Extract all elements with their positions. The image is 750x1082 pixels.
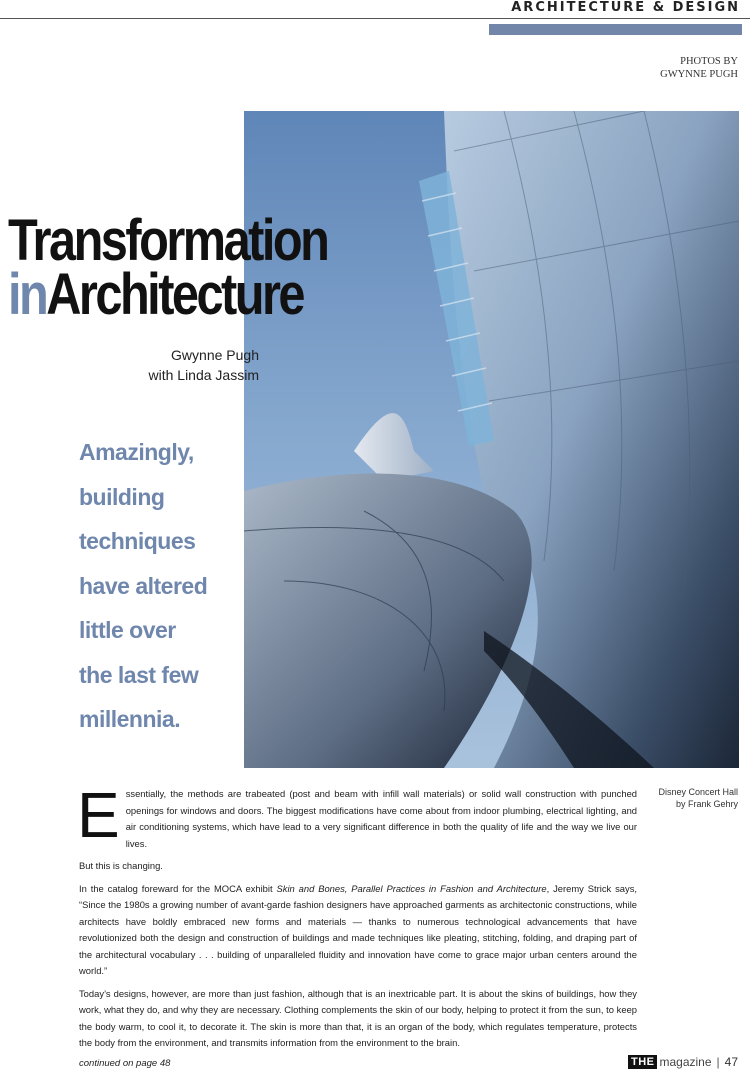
- coauthor-name: with Linda Jassim: [148, 367, 259, 383]
- paragraph-1-text: ssentially, the methods are trabeated (post and beam with infill wall materials) or solid wall construction with punched openings for windows and doors. The biggest modifications have come about from indoor plumbing, electrical lighting, and air conditioning systems, which have lead to a very significant difference in both the quality of life and the way we live our lives.: [125, 788, 637, 849]
- footer-divider: |: [716, 1055, 720, 1069]
- photo-credit-name: GWYNNE PUGH: [660, 69, 738, 80]
- paragraph-4: Today’s designs, however, are more than just fashion, although that is an inextricable part. It is about the skins of buildings, how they work, what they do, and why they are necessary. Clothing complements the skin of our body, helping to protect it from the sun, to keep the body warm, to cool it, to decorate it. The skin is more than that, it is an organ of the body, which regulates temperature, protects the body from the environment, and transmits information from the environment to the brain.: [79, 987, 637, 1048]
- drop-cap: E: [77, 779, 120, 851]
- photo-credit: [660, 55, 738, 81]
- author-name: Gwynne Pugh: [171, 347, 259, 363]
- paragraph-3-text: , Jeremy Strick says, “Since the 1980s a growing number of avant-garde fashion designers have approached garments as architectonic constructions, while architects have boldly embraced new forms and materials — thanks to numerous technological advancements that have revolutionized both the design and construction of buildings and made techniques like pleating, stitching, folding, and draping part of the architectural vocabulary . . . building of unparalleled fluidity and innovation have come to grace major urban centers around the world.”: [79, 882, 637, 976]
- exhibit-title: Skin and Bones, Parallel Practices in Fashion and Architecture: [276, 882, 547, 894]
- header-rule: [0, 18, 750, 19]
- brand-badge: THE: [628, 1055, 658, 1069]
- paragraph-1: [77, 779, 637, 852]
- pull-quote-line: millennia.: [79, 706, 181, 732]
- photo-caption: [658, 786, 738, 810]
- page-footer: [628, 1055, 738, 1069]
- title-in-word: in: [8, 262, 47, 327]
- pull-quote-line: Amazingly,: [79, 439, 194, 465]
- caption-line-1: Disney Concert Hall: [658, 787, 738, 797]
- paragraph-3: [79, 881, 637, 980]
- page-number: 47: [724, 1055, 738, 1069]
- pull-quote-line: little over: [79, 617, 176, 643]
- header-accent-bar: [489, 24, 742, 35]
- title-architecture-word: Architecture: [46, 262, 304, 327]
- paragraph-2: But this is changing.: [79, 860, 163, 871]
- pull-quote: [79, 430, 259, 742]
- caption-line-2: by Frank Gehry: [675, 799, 738, 809]
- pull-quote-line: have altered: [79, 572, 208, 599]
- pull-quote-line: building: [79, 483, 165, 510]
- photo-credit-label: PHOTOS BY: [680, 56, 738, 67]
- title-line-1: Transformation: [8, 208, 328, 273]
- paragraph-3-intro: In the catalog foreward for the MOCA exhibit: [79, 882, 277, 894]
- brand-name: magazine: [659, 1055, 712, 1069]
- pull-quote-line: the last few: [79, 661, 199, 688]
- title-line-2: [8, 262, 327, 327]
- pull-quote-line: techniques: [79, 528, 196, 554]
- byline: [60, 345, 259, 385]
- article-title: [8, 208, 328, 327]
- article-body: [77, 779, 637, 1058]
- continued-link[interactable]: continued on page 48: [79, 1058, 171, 1069]
- section-title: ARCHITECTURE & DESIGN: [511, 0, 740, 15]
